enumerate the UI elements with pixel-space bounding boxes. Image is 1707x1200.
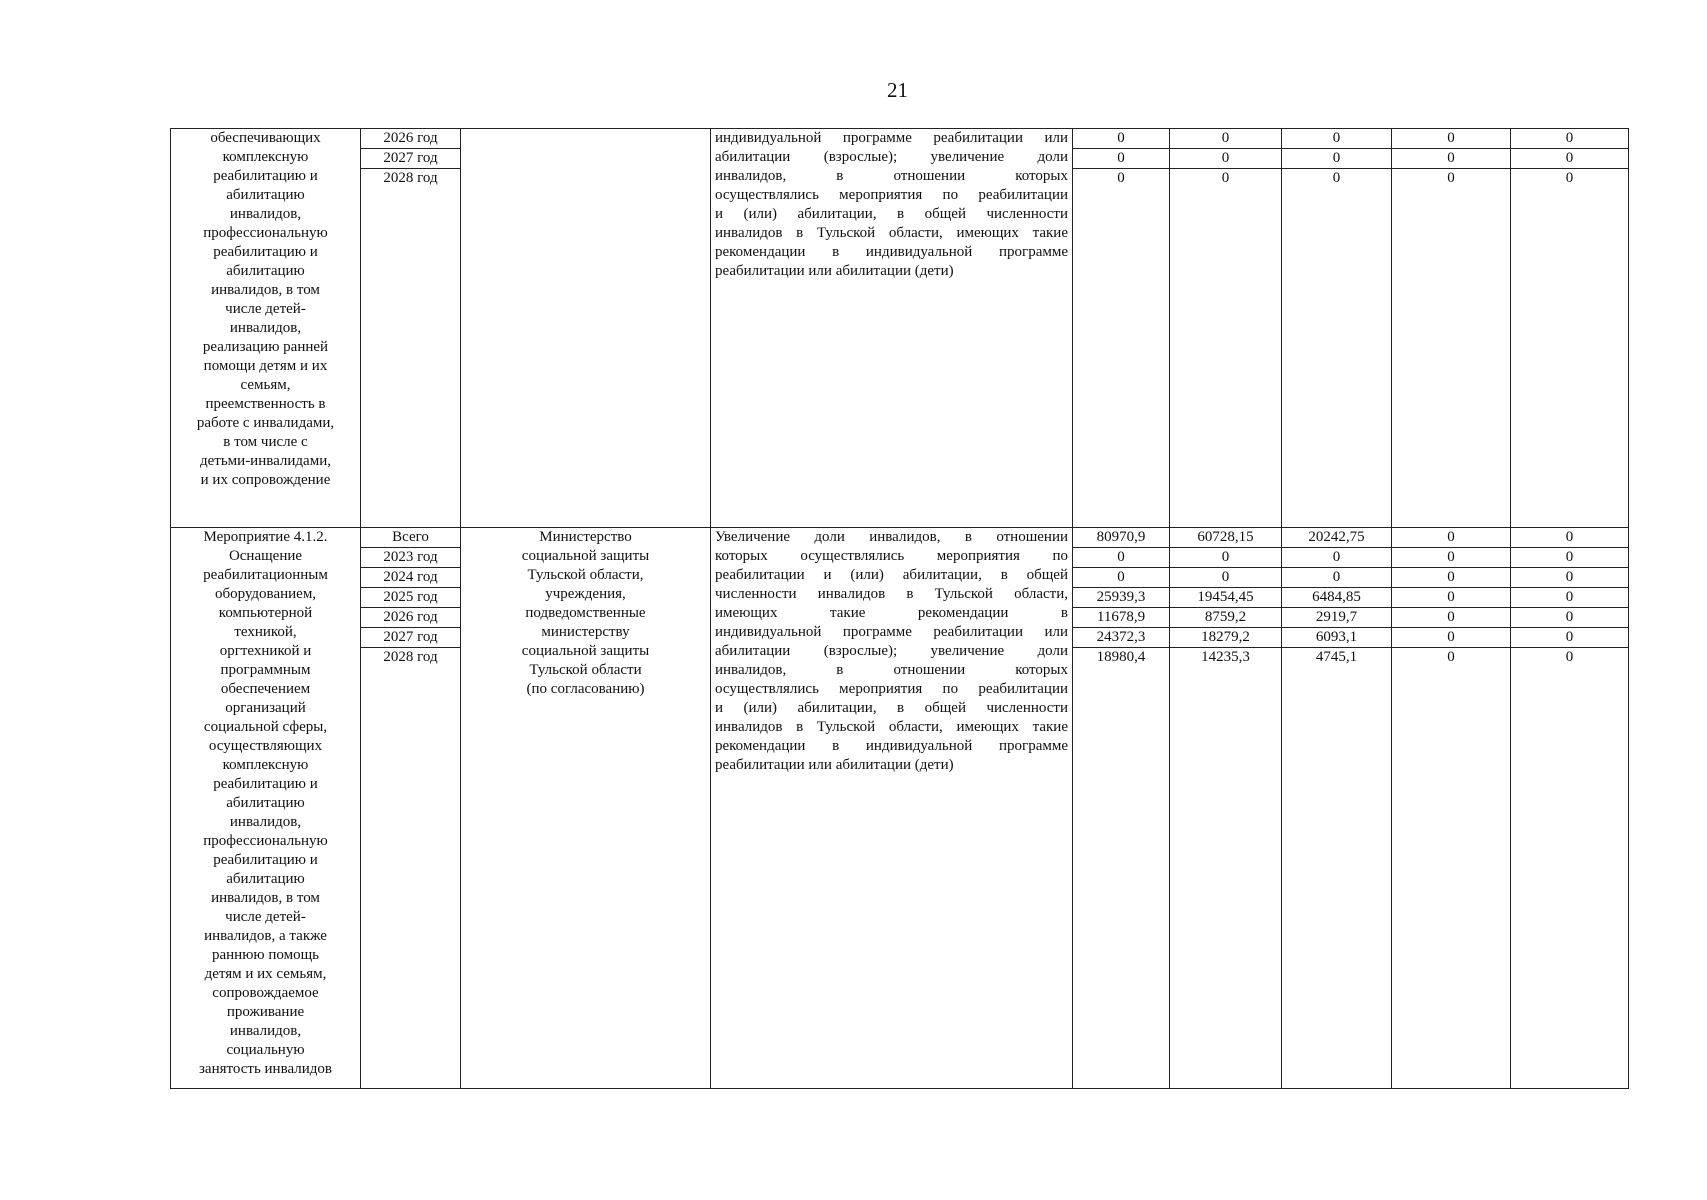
indicator-description-line: инвалидов, в отношении которых	[715, 168, 1068, 184]
activity-name-line: инвалидов,	[229, 1023, 302, 1039]
indicator-description-cell	[711, 129, 1073, 528]
funding-value: 18279,2	[1170, 628, 1281, 648]
funding-column-2	[1170, 528, 1282, 1089]
year-label: 2026 год	[361, 608, 460, 628]
funding-value: 0	[1170, 568, 1281, 588]
funding-column-4	[1392, 129, 1511, 528]
activity-name-line: раннюю помощь	[212, 947, 319, 963]
table-row	[171, 129, 1629, 528]
funding-value: 4745,1	[1315, 649, 1358, 665]
indicator-description-line: инвалидов в Тульской области, имеющих такие	[715, 719, 1068, 735]
year-label: 2028 год	[383, 170, 438, 186]
activity-name-line: реабилитацию и	[213, 244, 318, 260]
activity-name-line: реабилитацию и	[213, 168, 318, 184]
executor-line: Тульской области,	[527, 567, 644, 583]
funding-value: 18980,4	[1096, 649, 1146, 665]
funding-value: 0	[1392, 129, 1510, 149]
indicator-description-line: осуществлялись мероприятия по реабилитации	[715, 681, 1068, 697]
funding-value: 0	[1170, 129, 1281, 149]
funding-value: 0	[1447, 649, 1455, 665]
activity-name-line: инвалидов, в том	[211, 282, 320, 298]
activity-name-line: реабилитацию и	[213, 776, 318, 792]
year-label: 2028 год	[383, 649, 438, 665]
funding-value: 11678,9	[1073, 608, 1169, 628]
indicator-description-line: и (или) абилитации, в общей численности	[715, 206, 1068, 222]
funding-value: 0	[1282, 129, 1391, 149]
activity-name-line: обеспечивающих	[210, 130, 321, 146]
activity-name-line: техникой,	[234, 624, 297, 640]
executor-line: социальной защиты	[521, 643, 650, 659]
activity-name-line: Оснащение	[228, 548, 303, 564]
funding-column-1	[1073, 528, 1170, 1089]
executor-line: учреждения,	[545, 586, 626, 602]
year-label: 2026 год	[361, 129, 460, 149]
activity-name-line: осуществляющих	[208, 738, 323, 754]
indicator-description-line: инвалидов в Тульской области, имеющих такие	[715, 225, 1068, 241]
funding-value: 0	[1073, 129, 1169, 149]
activity-name-line: проживание	[226, 1004, 305, 1020]
funding-value: 0	[1511, 588, 1628, 608]
activity-name-line: профессиональную	[203, 225, 328, 241]
activity-name-line: реализацию ранней	[202, 339, 329, 355]
funding-value: 19454,45	[1170, 588, 1281, 608]
activity-name-line: социальной сферы,	[203, 719, 328, 735]
years-cell	[361, 129, 461, 528]
activity-name-line: инвалидов, в том	[211, 890, 320, 906]
activity-name-line: и их сопровождение	[200, 472, 331, 488]
years-cell	[361, 528, 461, 1089]
funding-value: 0	[1117, 170, 1125, 186]
indicator-description-line: реабилитации или абилитации (дети)	[715, 263, 954, 279]
table-row	[171, 528, 1629, 1089]
activity-name-line: реабилитацию и	[213, 852, 318, 868]
funding-column-2	[1170, 129, 1282, 528]
funding-value: 0	[1392, 528, 1510, 548]
funding-value: 0	[1221, 170, 1230, 186]
year-label: 2027 год	[361, 149, 460, 169]
indicator-description-line: абилитации (взрослые); увеличение доли	[715, 643, 1068, 659]
funding-value: 14235,3	[1201, 649, 1250, 665]
funding-value: 0	[1392, 628, 1510, 648]
funding-value: 0	[1511, 628, 1628, 648]
activity-name-line: детям и их семьям,	[204, 966, 327, 982]
funding-value: 0	[1073, 548, 1169, 568]
activity-name-line: числе детей-	[225, 301, 306, 317]
funding-value: 0	[1392, 568, 1510, 588]
indicator-description-line: индивидуальной программе реабилитации или	[715, 130, 1068, 146]
page-number: 21	[887, 78, 908, 102]
executor-line: (по согласованию)	[526, 681, 645, 697]
executor-cell	[461, 129, 711, 528]
executor-line: подведомственные	[525, 605, 646, 621]
funding-value: 0	[1282, 149, 1391, 169]
indicator-description-line: реабилитации или абилитации (дети)	[715, 757, 954, 773]
activity-name-line: инвалидов,	[229, 320, 302, 336]
funding-value: 60728,15	[1170, 528, 1281, 548]
funding-value: 24372,3	[1073, 628, 1169, 648]
indicator-description-line: абилитации (взрослые); увеличение доли	[715, 149, 1068, 165]
activity-name-line: абилитацию	[226, 871, 305, 887]
activity-name-line: инвалидов,	[229, 206, 302, 222]
activity-name-line: семьям,	[240, 377, 291, 393]
executor-line: социальной защиты	[521, 548, 650, 564]
activity-name-line: комплексную	[222, 149, 309, 165]
funding-value: 80970,9	[1073, 528, 1169, 548]
year-label: 2023 год	[361, 548, 460, 568]
funding-column-4	[1392, 528, 1511, 1089]
funding-value: 0	[1332, 170, 1341, 186]
funding-value: 0	[1170, 548, 1281, 568]
year-label: 2027 год	[361, 628, 460, 648]
funding-value: 25939,3	[1073, 588, 1169, 608]
activity-name-line: оргтехникой и	[219, 643, 312, 659]
activity-name-line: абилитацию	[226, 795, 305, 811]
activity-name-line: оборудованием,	[214, 586, 317, 602]
funding-value: 0	[1511, 608, 1628, 628]
funding-value: 0	[1282, 548, 1391, 568]
funding-value: 0	[1511, 568, 1628, 588]
indicator-description-line: рекомендации в индивидуальной программе	[715, 244, 1068, 260]
funding-column-1	[1073, 129, 1170, 528]
funding-value: 0	[1392, 588, 1510, 608]
funding-value: 0	[1565, 649, 1574, 665]
activity-name-cell	[171, 129, 361, 528]
activity-name-line: абилитацию	[226, 263, 305, 279]
funding-value: 8759,2	[1170, 608, 1281, 628]
year-label: Всего	[361, 528, 460, 548]
activity-name-line: работе с инвалидами,	[196, 415, 335, 431]
activity-name-line: занятость инвалидов	[198, 1061, 332, 1077]
funding-value: 0	[1073, 568, 1169, 588]
activity-name-line: преемственность в	[205, 396, 326, 412]
funding-column-3	[1282, 129, 1392, 528]
funding-value: 20242,75	[1282, 528, 1391, 548]
activity-name-line: помощи детям и их	[203, 358, 328, 374]
program-table	[170, 128, 1629, 1089]
activity-name-line: детьми-инвалидами,	[199, 453, 331, 469]
funding-value: 6093,1	[1282, 628, 1391, 648]
funding-value: 0	[1392, 149, 1510, 169]
activity-name-line: сопровождаемое	[212, 985, 319, 1001]
activity-name-line: Мероприятие 4.1.2.	[203, 529, 328, 545]
indicator-description-line: инвалидов, в отношении которых	[715, 662, 1068, 678]
year-label: 2025 год	[361, 588, 460, 608]
funding-column-5	[1511, 528, 1629, 1089]
funding-value: 0	[1447, 170, 1455, 186]
indicator-description-line: и (или) абилитации, в общей численности	[715, 700, 1068, 716]
activity-name-line: инвалидов,	[229, 814, 302, 830]
indicator-description-line: численности инвалидов в Тульской области,	[715, 586, 1068, 602]
funding-value: 2919,7	[1282, 608, 1391, 628]
indicator-description-line: индивидуальной программе реабилитации или	[715, 624, 1068, 640]
funding-value: 0	[1511, 528, 1628, 548]
funding-value: 0	[1392, 548, 1510, 568]
activity-name-line: в том числе с	[223, 434, 308, 450]
activity-name-line: реабилитационным	[203, 567, 328, 583]
funding-value: 0	[1282, 568, 1391, 588]
indicator-description-cell	[711, 528, 1073, 1089]
activity-name-line: комплексную	[222, 757, 309, 773]
indicator-description-line: рекомендации в индивидуальной программе	[715, 738, 1068, 754]
activity-name-line: абилитацию	[226, 187, 305, 203]
funding-value: 0	[1511, 149, 1628, 169]
indicator-description-line: реабилитации и (или) абилитации, в общей	[715, 567, 1068, 583]
activity-name-line: социальную	[226, 1042, 305, 1058]
funding-value: 0	[1565, 170, 1574, 186]
executor-line: министерству	[541, 624, 630, 640]
activity-name-line: организаций	[225, 700, 306, 716]
activity-name-line: обеспечением	[220, 681, 311, 697]
funding-value: 0	[1392, 608, 1510, 628]
indicator-description-line: имеющих такие рекомендации в	[715, 605, 1068, 621]
funding-column-3	[1282, 528, 1392, 1089]
executor-line: Тульской области	[529, 662, 642, 678]
funding-value: 0	[1170, 149, 1281, 169]
activity-name-line: компьютерной	[218, 605, 313, 621]
indicator-description-line: Увеличение доли инвалидов, в отношении	[715, 529, 1068, 545]
funding-value: 0	[1073, 149, 1169, 169]
activity-name-line: числе детей-	[225, 909, 306, 925]
funding-value: 0	[1511, 548, 1628, 568]
activity-name-line: инвалидов, а также	[204, 928, 327, 944]
indicator-description-line: которых осуществлялись мероприятия по	[715, 548, 1068, 564]
activity-name-line: профессиональную	[203, 833, 328, 849]
funding-value: 0	[1511, 129, 1628, 149]
executor-cell	[461, 528, 711, 1089]
activity-name-line: программным	[220, 662, 311, 678]
executor-line: Министерство	[539, 529, 632, 545]
activity-name-cell	[171, 528, 361, 1089]
funding-column-5	[1511, 129, 1629, 528]
funding-value: 6484,85	[1282, 588, 1391, 608]
year-label: 2024 год	[361, 568, 460, 588]
indicator-description-line: осуществлялись мероприятия по реабилитации	[715, 187, 1068, 203]
